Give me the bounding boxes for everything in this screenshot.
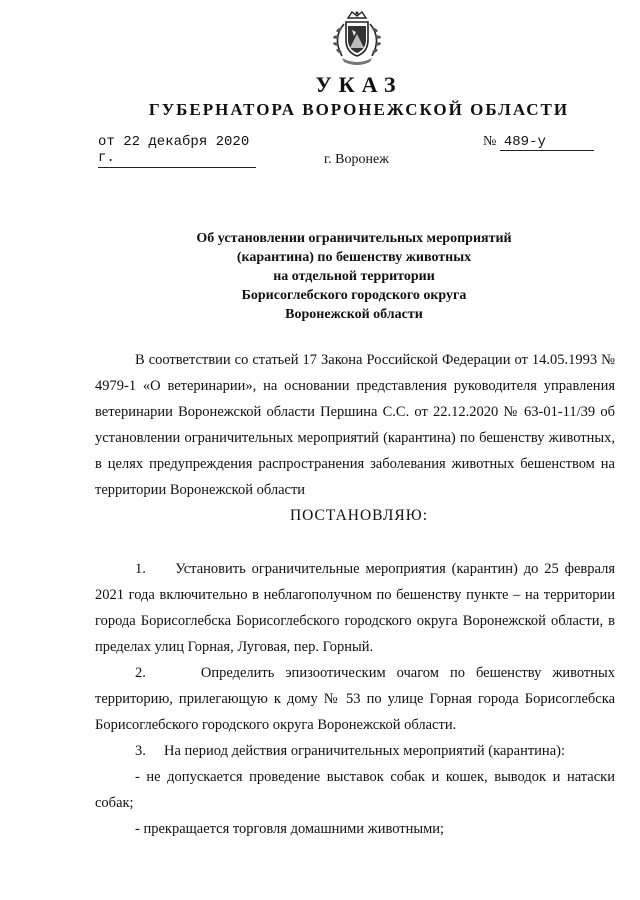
number-value: 489-у (500, 134, 594, 151)
heading-line: (карантина) по бешенству животных (236, 250, 472, 265)
item-2-paragraph: 2. Определить эпизоотическим очагом по бешенству животных территорию, прилегающую к дому № 53 по улице Горная города Борисоглебска Борисоглебского городского округа Воронежской области. (95, 665, 619, 733)
item-1-paragraph: 1. Установить ограничительные мероприятия (карантин) до 25 февраля 2021 года включительно в неблагополучном по бешенству пункте – на территории города Борисоглебска Борисоглебского городского округа Воронежской области, в пределах улиц Горная, Луговая, пер. Горный. (95, 561, 619, 655)
issuer-subtitle: ГУБЕРНАТОРА ВОРОНЕЖСКОЙ ОБЛАСТИ (148, 100, 570, 119)
city-label: г. Воронеж (324, 152, 389, 167)
heading-line: Об установлении ограничительных мероприятий (196, 231, 512, 246)
subitem-paragraph: - не допускается проведение выставок собак и кошек, выводок и натаски собак; (95, 769, 615, 811)
heading-line: Борисоглебского городского округа (241, 288, 467, 303)
coat-of-arms-emblem (326, 10, 388, 68)
number-prefix: № (483, 134, 497, 149)
document-heading (160, 229, 548, 324)
decree-date: от 22 декабря 2020 г. (98, 134, 256, 168)
item-3-paragraph: 3. На период действия ограничительных мероприятий (карантина): (135, 743, 565, 759)
decree-number (483, 134, 607, 151)
heading-line: на отдельной территории (273, 269, 435, 284)
decree-word: ПОСТАНОВЛЯЮ: (289, 507, 429, 524)
preamble-paragraph: В соответствии со статьей 17 Закона Российской Федерации от 14.05.1993 № 4979-1 «О ветеринарии», на основании представления руководителя управления ветеринарии Воронежской области Першина С.С. от 22.12.2020 № 63-01-11/39 об установлении ограничительных мероприятий (карантина) по бешенству животных, в целях предупреждения распространения заболевания животных бешенством на территории Воронежской области (95, 352, 615, 498)
subitem-paragraph: - прекращается торговля домашними животными; (135, 821, 445, 837)
document-type-title: УКАЗ (315, 72, 403, 97)
heading-line: Воронежской области (285, 307, 423, 322)
